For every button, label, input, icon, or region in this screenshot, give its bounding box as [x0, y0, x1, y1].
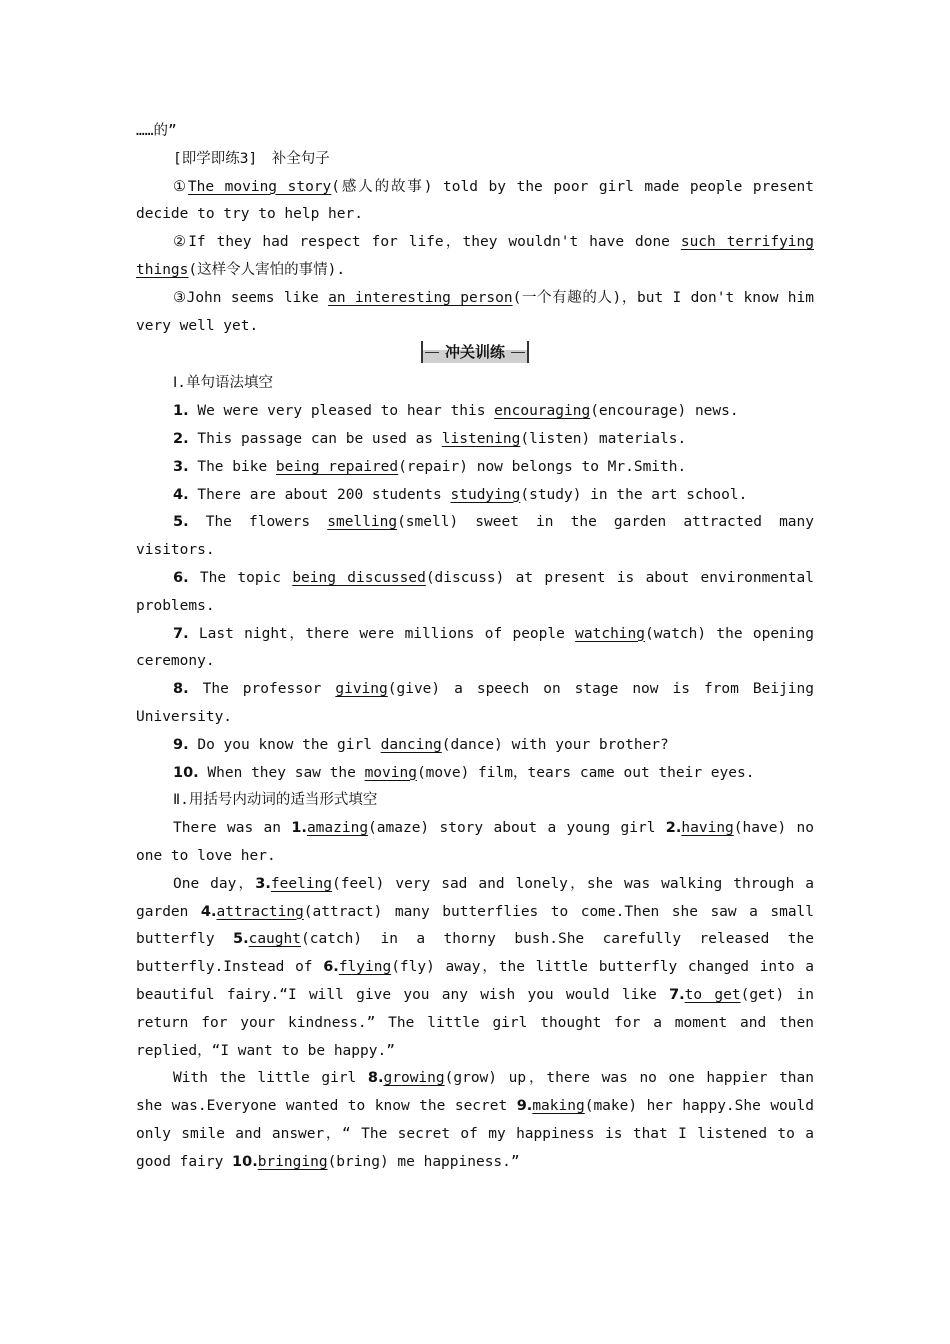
passage-paragraph-3: With the little girl 8.growing(grow) up，there was no one happier than she was.Everyone wanted to know the secret 9.making(make) her happy.She would only smile and answer，“ The secret of my happiness is that I listened to a good fairy 10.bringing(bring) me happiness.” — [136, 1070, 815, 1170]
list-item: 7. Last night，there were millions of people watching(watch) the opening ceremony. — [136, 625, 815, 670]
answer: watching — [575, 625, 645, 642]
answer: being discussed — [292, 569, 426, 586]
document-page — [136, 118, 814, 1176]
passage-paragraph-1: There was an 1.amazing(amaze) story about a young girl 2.having(have) no one to love her. — [136, 820, 814, 864]
answer: bringing — [257, 1153, 328, 1170]
answer: growing — [383, 1070, 445, 1087]
answer: to get — [684, 986, 741, 1003]
banner-title: 冲关训练 — [421, 341, 529, 363]
answer: flying — [338, 959, 392, 976]
list-item: 4. There are about 200 students studying(study) in the art school. — [173, 486, 748, 503]
answer: listening — [441, 430, 521, 447]
section1-title: Ⅰ.单句语法填空 — [173, 375, 274, 392]
list-item: 3. The bike being repaired(repair) now belongs to Mr.Smith. — [173, 458, 687, 475]
answer: giving — [335, 681, 388, 698]
answer: having — [681, 820, 734, 837]
answer: such terrifying things — [136, 234, 814, 278]
answer: amazing — [306, 820, 369, 837]
answer: studying — [450, 486, 521, 503]
answer: dancing — [380, 736, 442, 753]
list-item: 1. We were very pleased to hear this encouraging(encourage) news. — [173, 403, 739, 420]
section1-list — [136, 398, 814, 787]
list-item: 6. The topic being discussed(discuss) at present is about environmental problems. — [136, 569, 814, 614]
practice-title: [即学即练3] 补全句子 — [173, 150, 330, 167]
practice-sentence-3: ③John seems like an interesting person(一个有趣的人)，but I don't know him very well yet. — [136, 289, 814, 334]
answer: moving — [364, 764, 417, 781]
answer: an interesting person — [328, 289, 513, 306]
answer: The moving story — [187, 178, 332, 195]
passage-paragraph-2: One day，3.feeling(feel) very sad and lonely，she was walking through a garden 4.attracting(attract) many butterflies to come.Then she saw a small butterfly 5.caught(catch) in a thorny bush.She carefully released the butterfly.Instead of 6.flying(fly) away，the little butterfly changed into a beautiful fairy.“I will give you any wish you would like 7.to get(get) in return for your kindness.” The little girl thought for a moment and then replied，“I want to be happy.” — [136, 875, 815, 1059]
list-item: 10. When they saw the moving(move) film，tears came out their eyes. — [173, 764, 755, 781]
list-item: 5. The flowers smelling(smell) sweet in the garden attracted many visitors. — [136, 514, 814, 559]
top-line: ……的” — [136, 123, 177, 139]
section-banner — [136, 340, 814, 370]
answer: encouraging — [494, 403, 591, 420]
answer: making — [532, 1098, 585, 1115]
list-item: 2. This passage can be used as listening(listen) materials. — [173, 430, 687, 447]
practice-sentence-2: ②If they had respect for life，they wouldn't have done such terrifying things(这样令人害怕的事情). — [136, 234, 814, 278]
section2-title: Ⅱ.用括号内动词的适当形式填空 — [173, 792, 378, 809]
answer: caught — [248, 931, 301, 948]
answer: being repaired — [275, 458, 399, 475]
practice-sentence-1: ①The moving story(感人的故事) told by the poor girl made people present decide to try to help her. — [136, 178, 814, 223]
answer: smelling — [327, 514, 398, 531]
answer: attracting — [216, 903, 304, 920]
answer: feeling — [270, 875, 333, 892]
list-item: 8. The professor giving(give) a speech on stage now is from Beijing University. — [136, 681, 814, 725]
list-item: 9. Do you know the girl dancing(dance) with your brother? — [173, 736, 669, 753]
